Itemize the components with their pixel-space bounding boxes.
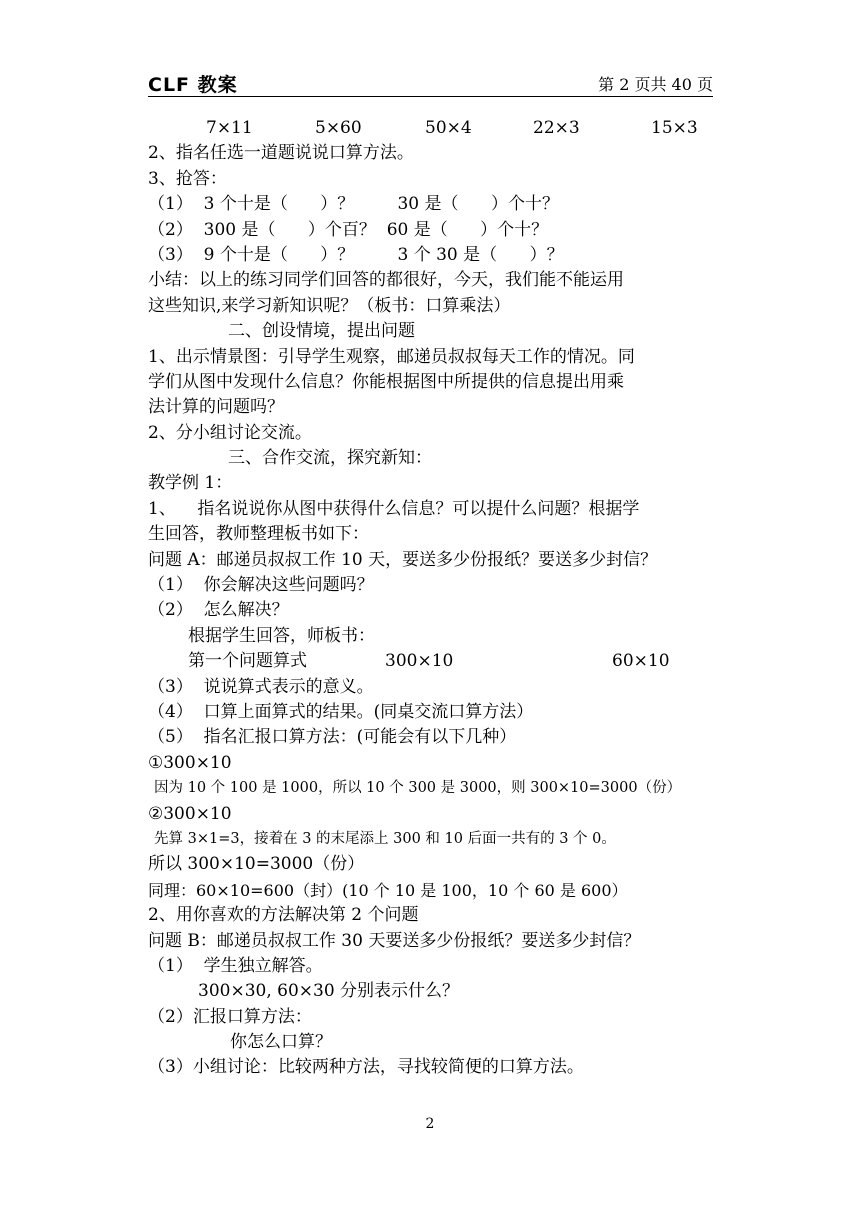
document-body — [148, 116, 718, 1081]
text-line: （1） 学生独立解答。 — [148, 955, 323, 976]
quiz-item: （3） 9 个十是（ ）？ 3 个 30 是（ ）？ — [148, 244, 564, 265]
text-line: （2） 怎么解决？ — [148, 600, 289, 621]
text-line: 3、抢答： — [148, 168, 227, 189]
exercise-item: 7×11 — [206, 118, 253, 138]
header-title: CLF 教案 — [148, 74, 238, 96]
text-line: （3）小组讨论：比较两种方法，寻找较简便的口算方法。 — [148, 1057, 584, 1078]
text-line: 2、指名任选一道题说说口算方法。 — [148, 143, 414, 164]
formula-item: 60×10 — [612, 651, 670, 672]
text-line: 小结：以上的练习同学们回答的都很好，今天，我们能不能运用 — [148, 270, 624, 291]
exercise-item: 50×4 — [425, 118, 472, 138]
exercise-item: 15×3 — [651, 118, 698, 138]
text-line: 你怎么口算？ — [230, 1032, 332, 1053]
text-line: （4） 口算上面算式的结果。(同桌交流口算方法） — [148, 701, 534, 722]
text-line: ②300×10 — [148, 803, 232, 824]
section-heading: 三、合作交流，探究新知： — [228, 448, 432, 469]
text-line: 所以 300×10=3000（份） — [148, 854, 365, 875]
header-page-info: 第 2 页共 40 页 — [598, 75, 713, 94]
formula-row — [148, 649, 718, 674]
quiz-item: （2） 300 是（ ）个百？ 60 是（ ）个十？ — [148, 219, 549, 240]
section-heading: 二、创设情境，提出问题 — [228, 321, 415, 342]
text-line: 问题 A：邮递员叔叔工作 10 天，要送多少份报纸？要送多少封信？ — [148, 549, 658, 570]
text-line: 学们从图中发现什么信息？你能根据图中所提供的信息提出用乘 — [148, 371, 624, 392]
text-line: 根据学生回答，师板书： — [188, 625, 375, 646]
page-number: 2 — [425, 1116, 435, 1132]
text-line: 这些知识,来学习新知识呢？（板书：口算乘法） — [148, 295, 511, 316]
formula-label: 第一个问题算式 — [188, 651, 307, 672]
text-line: 生回答，教师整理板书如下： — [148, 524, 369, 545]
text-line: 1、出示情景图：引导学生观察，邮递员叔叔每天工作的情况。同 — [148, 346, 635, 367]
text-line: （2）汇报口算方法： — [148, 1006, 312, 1027]
text-line: 1、 指名说说你从图中获得什么信息？可以提什么问题？根据学 — [148, 498, 640, 519]
text-line: 2、分小组讨论交流。 — [148, 422, 312, 443]
exercise-item: 22×3 — [533, 118, 580, 138]
text-line: 法计算的问题吗？ — [148, 397, 284, 418]
text-line: 2、用你喜欢的方法解决第 2 个问题 — [148, 905, 419, 926]
text-line: 教学例 1： — [148, 473, 233, 494]
text-line: 问题 B：邮递员叔叔工作 30 天要送多少份报纸？要送多少封信？ — [148, 930, 641, 951]
text-line: ①300×10 — [148, 752, 232, 773]
quiz-item: （1） 3 个十是（ ）？ 30 是（ ）个十？ — [148, 194, 559, 215]
exercise-item: 5×60 — [315, 118, 362, 138]
text-line: 300×30, 60×30 分别表示什么？ — [198, 981, 460, 1002]
text-line: （1） 你会解决这些问题吗？ — [148, 575, 374, 596]
text-line: 同理：60×10=600（封）(10 个 10 是 100，10 个 60 是 600） — [148, 880, 628, 900]
text-line: （3） 说说算式表示的意义。 — [148, 676, 374, 697]
text-line: 因为 10 个 100 是 1000，所以 10 个 300 是 3000，则 300×10=3000（份） — [154, 780, 682, 797]
exercise-row — [148, 116, 718, 141]
page-header — [148, 70, 713, 97]
text-line: （5） 指名汇报口算方法：(可能会有以下几种） — [148, 727, 517, 748]
text-line: 先算 3×1=3，接着在 3 的末尾添上 300 和 10 后面一共有的 3 个 0。 — [154, 830, 616, 847]
formula-item: 300×10 — [385, 651, 454, 672]
